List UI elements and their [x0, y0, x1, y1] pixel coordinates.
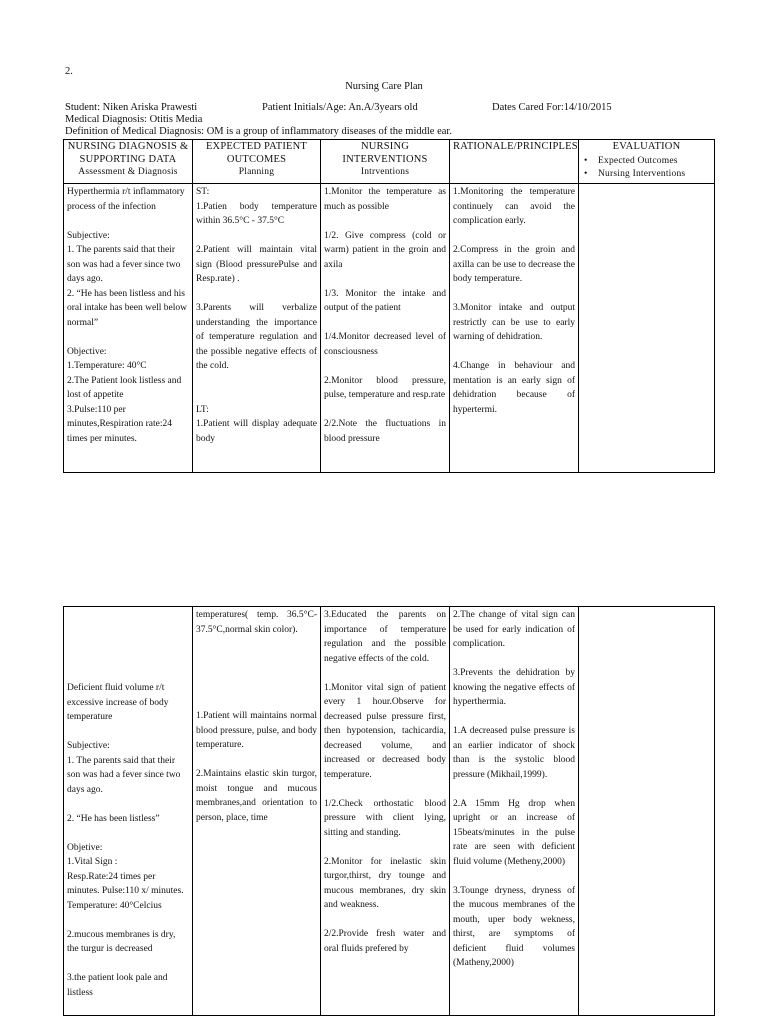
evaluation-item: • Nursing Interventions	[582, 168, 711, 181]
student-name: Student: Niken Ariska Prawesti	[65, 102, 198, 113]
care-plan-table-2	[63, 606, 715, 1016]
diagnosis-cell	[64, 607, 193, 1016]
intervention-text: 1/2.Check orthostatic blood pressure with client lying, sitting and standing.	[324, 798, 446, 838]
header-row	[64, 140, 715, 184]
intervention-text: 3.Educated the parents on importance of temperature regulation and the possible negative effects of the cold.	[324, 610, 446, 664]
rationale-text: 3.Tounge dryness, dryness of the mucous membranes of the mouth, uper body wekness, thirst, are symptoms of deficient fluid volumes (Matheny,2000)	[453, 885, 575, 968]
header-subtitle: Assessment & Diagnosis	[78, 167, 178, 177]
outcomes-cell	[193, 607, 321, 1016]
intervention-text: 2/2.Note the fluctuations in blood pressure	[324, 419, 446, 444]
document-title: Nursing Care Plan	[345, 81, 423, 92]
header-expected-outcomes	[193, 140, 321, 184]
header-subtitle: Intrventions	[360, 167, 410, 177]
rationale-cell	[450, 184, 579, 473]
diagnosis-text: Objetive:	[67, 842, 103, 853]
rationale-text: 1.Monitoring the temperature continuely can avoid the complication early.	[453, 187, 575, 226]
outcome-text: 2.Patient will maintain vital sign (Blood pressurePulse and Resp.rate) .	[196, 245, 317, 284]
header-title: EXPECTED PATIENT OUTCOMES	[205, 141, 308, 165]
diagnosis-text: 3.the patient look pale and listless	[67, 973, 168, 998]
outcome-text: 3.Parents will verbalize understanding the importance of temperature regulation and the possible negative effects of the cold.	[196, 303, 317, 371]
diagnosis-text: Subjective:	[67, 741, 110, 751]
outcome-text: 2.Maintains elastic skin turgor, moist tongue and mucous membranes,and orientation to person, place, time	[196, 769, 317, 823]
patient-initials-age: Patient Initials/Age: An.A/3years old	[262, 102, 418, 113]
medical-diagnosis: Medical Diagnosis: Otitis Media	[65, 114, 203, 125]
interventions-cell	[321, 607, 450, 1016]
page-number: 2.	[65, 66, 73, 77]
rationale-text: 3.Prevents the dehidration by knowing the negative effects of hyperthermia.	[453, 668, 575, 707]
rationale-text: 1.A decreased pulse pressure is an earlier indicator of shock than is the systolic blood pressure (Mikhail,1999).	[453, 726, 575, 780]
diagnosis-text: 1.Vital Sign :	[67, 857, 118, 867]
outcome-text: ST:	[196, 187, 210, 197]
header-title: EVALUATION	[612, 141, 681, 152]
rationale-cell	[450, 607, 579, 1016]
dates-cared-for: Dates Cared For:14/10/2015	[492, 102, 612, 113]
header-nursing-interventions	[321, 140, 450, 184]
header-rationale	[450, 140, 579, 184]
rationale-text: 2.A 15mm Hg drop when upright or an increase of 15beats/minutes in the pulse rate are seen with deficient fluid volume (Metheny,2000)	[453, 798, 575, 867]
evaluation-cell	[579, 607, 715, 1016]
diagnosis-cell	[64, 184, 193, 473]
header-nursing-diagnosis	[64, 140, 193, 184]
intervention-text: 1.Monitor the temperature as much as possible	[324, 187, 446, 212]
diagnosis-text: 2. “He has been listless and his oral intake has been well below normal”	[67, 288, 188, 328]
content-row	[64, 607, 715, 1016]
diagnosis-text: 1. The parents said that their son was had a fever since two days ago.	[67, 755, 181, 795]
diagnosis-text: Hyperthermia r/t inflammatory process of the infection	[67, 187, 185, 212]
header-title: RATIONALE/PRINCIPLES	[453, 141, 578, 152]
rationale-text: 2.The change of vital sign can be used for early indication of complication.	[453, 610, 575, 649]
diagnosis-text: Subjective:	[67, 230, 110, 241]
outcome-text: temperatures( temp. 36.5°C-37.5°C,normal skin color).	[196, 610, 317, 635]
outcome-text: 1.Patient will display adequate body	[196, 419, 317, 444]
diagnosis-text: 2. “He has been listless”	[67, 813, 160, 824]
diagnosis-text: Resp.Rate:24 times per minutes. Pulse:110 x/ minutes. Temperature: 40°Celcius	[67, 871, 184, 911]
evaluation-item: • Expected Outcomes	[582, 155, 711, 168]
diagnosis-text: 1.Temperature: 40°C	[67, 361, 147, 371]
intervention-text: 1/3. Monitor the intake and output of the patient	[324, 288, 446, 313]
diagnosis-text: 2.mucous membranes is dry, the turgur is decreased	[67, 929, 176, 954]
rationale-text: 2.Compress in the groin and axilla can be use to decrease the body temperature.	[453, 245, 575, 284]
header-subtitle: Planning	[238, 167, 275, 177]
outcome-text: 1.Patien body temperature within 36.5°C - 37.5°C	[196, 201, 317, 226]
care-plan-table-1	[63, 139, 715, 473]
diagnosis-definition: Definition of Medical Diagnosis: OM is a group of inflammatory diseases of the middle ear.	[65, 126, 452, 137]
intervention-text: 1/2. Give compress (cold or warm) patient in the groin and axila	[324, 230, 446, 270]
diagnosis-text: 1. The parents said that their son was had a fever since two days ago.	[67, 245, 181, 284]
intervention-text: 2/2.Provide fresh water and oral fluids prefered by	[324, 929, 446, 954]
intervention-text: 2.Monitor for inelastic skin turgor,thirst, dry tounge and mucous membranes, dry skin and weakness.	[324, 856, 446, 910]
diagnosis-text: Objective:	[67, 346, 107, 357]
evaluation-list	[582, 155, 711, 181]
outcome-text: LT:	[196, 404, 209, 415]
rationale-text: 4.Change in behaviour and mentation is an early sign of dehidration because of hypertermi.	[453, 361, 575, 415]
outcome-text: 1.Patient will maintains normal blood pressure, pulse, and body temperature.	[196, 711, 317, 750]
evaluation-cell	[579, 184, 715, 473]
header-evaluation	[579, 140, 715, 184]
diagnosis-text: Deficient fluid volume r/t excessive increase of body temperature	[67, 683, 169, 722]
rationale-text: 3.Monitor intake and output restrictly can be use to early warning of dehidration.	[453, 303, 575, 342]
intervention-text: 1.Monitor vital sign of patient every 1 hour.Observe for decreased pulse pressure first, then hypotension, tachicardia, decreased volume, and increased or decreased body temperature.	[324, 682, 446, 780]
interventions-cell	[321, 184, 450, 473]
outcomes-cell	[193, 184, 321, 473]
header-title: NURSING DIAGNOSIS & SUPPORTING DATA	[67, 141, 189, 165]
intervention-text: 2.Monitor blood pressure, pulse, temperature and resp.rate	[324, 375, 446, 400]
diagnosis-text: 2.The Patient look listless and lost of appetite	[67, 375, 182, 400]
diagnosis-text: 3.Pulse:110 per minutes,Respiration rate:24 times per minutes.	[67, 404, 173, 444]
content-row	[64, 184, 715, 473]
intervention-text: 1/4.Monitor decreased level of consciousness	[324, 332, 446, 357]
header-title: NURSING INTERVENTIONS	[342, 141, 428, 165]
